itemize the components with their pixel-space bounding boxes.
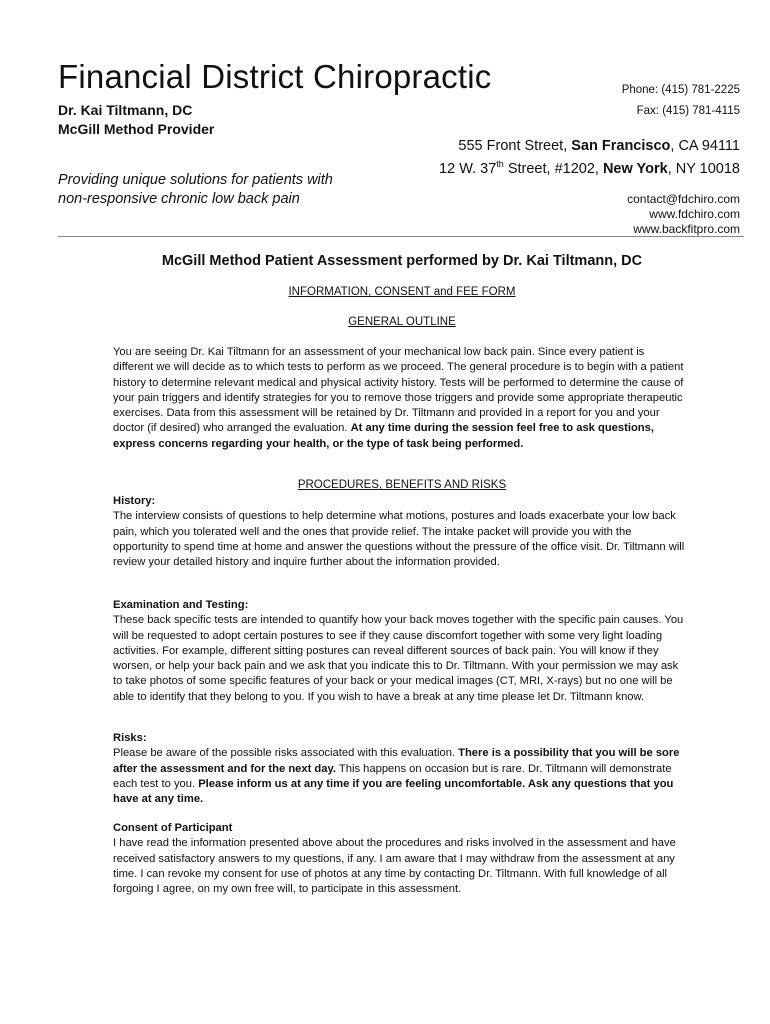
phone-fax (622, 80, 740, 122)
addresses (439, 137, 740, 178)
history-text: The interview consists of questions to help determine what motions, postures and loads exacerbate your low back pain, which you tolerated well and the ones that provide relief. The intake packet will provide you with the opportunity to spend time at home and answer the questions without the pressure of the office visit. Dr. Tiltmann will review your detailed history and inquire further about the information provided. (113, 510, 685, 569)
procedures-heading: PROCEDURES, BENEFITS AND RISKS (297, 479, 507, 491)
exam-text: These back specific tests are intended to quantify how your back moves together with the specific pain causes. You will be requested to adopt certain postures to see if they cause discomfort together with some very light loading activities. For example, different sitting postures can reveal different sources of back pain. You will know if they worsen, or help your back pain and we ask that you indicate this to Dr. Tiltmann. With your permission we may ask to take photos of some specific features of your back or your medical images (CT, MRI, X-rays) but no one will be able to identify that they belong to you. If you wish to have a break at any time please let Dr. Tiltmann know. (113, 614, 684, 703)
website-link-fdchiro[interactable]: www.fdchiro.com (649, 207, 740, 221)
general-outline-paragraph: You are seeing Dr. Kai Tiltmann for an assessment of your mechanical low back pain. Since every patient is different we will decide as to which tests to perform as we proceed. The general procedure is to begin with a patient history to determine relevant medical and physical activity history. Tests will be performed to determine the cause of your pain triggers and identify strategies for you to remove those triggers and provide some appropriate therapeutic exercises. Data from this assessment will be retained by Dr. Tiltmann and provided in a report for you and your doctor (if desired) who arranged the evaluation. At any time during the session feel free to ask questions, express concerns regarding your health, or the type of task being performed. (113, 346, 684, 450)
form-subtitle: INFORMATION, CONSENT and FEE FORM (288, 286, 516, 298)
consent-text: I have read the information presented above about the procedures and risks involved in the assessment and have received satisfactory answers to my questions, if any. I am aware that I may withdraw from the assessment at any time. I can revoke my consent for use of photos at any time by contacting Dr. Tiltmann. With full knowledge of all forgoing I agree, on my own free will, to participate in this assessment. (113, 837, 676, 896)
consent-heading: Consent of Participant (113, 822, 233, 834)
risks-section: Risks: Please be aware of the possible risks associated with this evaluation. There is a possibility that you will be sore after the assessment and for the next day. This happens on occasion but is rare. Dr. Tiltmann will demonstrate each test to you. Please inform us at any time if you are feeling uncomfortable. Ask any questions that you have at any time. (113, 731, 685, 807)
document-title: McGill Method Patient Assessment performed by Dr. Kai Tiltmann, DC (161, 253, 643, 269)
email-link[interactable]: contact@fdchiro.com (627, 192, 740, 206)
website-link-backfitpro[interactable]: www.backfitpro.com (633, 222, 740, 236)
provider-title: McGill Method Provider (58, 121, 215, 137)
header-divider (58, 236, 744, 237)
general-outline-heading: GENERAL OUTLINE (348, 316, 456, 328)
history-heading: History: (113, 495, 156, 507)
fax-number: Fax: (415) 781-4115 (636, 105, 740, 117)
history-section (113, 494, 685, 570)
tagline: Providing unique solutions for patients with non-responsive chronic low back pain (58, 172, 333, 207)
address-ny: 12 W. 37th Street, #1202, New York, NY 10018 (439, 159, 740, 177)
risks-heading: Risks: (113, 732, 147, 744)
doctor-info (58, 101, 214, 139)
exam-section (113, 598, 685, 705)
clinic-name: Financial District Chiropractic (58, 58, 492, 95)
phone-number: Phone: (415) 781-2225 (621, 84, 740, 96)
consent-section (113, 821, 685, 897)
address-sf: 555 Front Street, San Francisco, CA 94111 (458, 138, 740, 154)
doctor-name: Dr. Kai Tiltmann, DC (58, 102, 193, 118)
contact-links (627, 192, 740, 237)
exam-heading: Examination and Testing: (113, 599, 249, 611)
